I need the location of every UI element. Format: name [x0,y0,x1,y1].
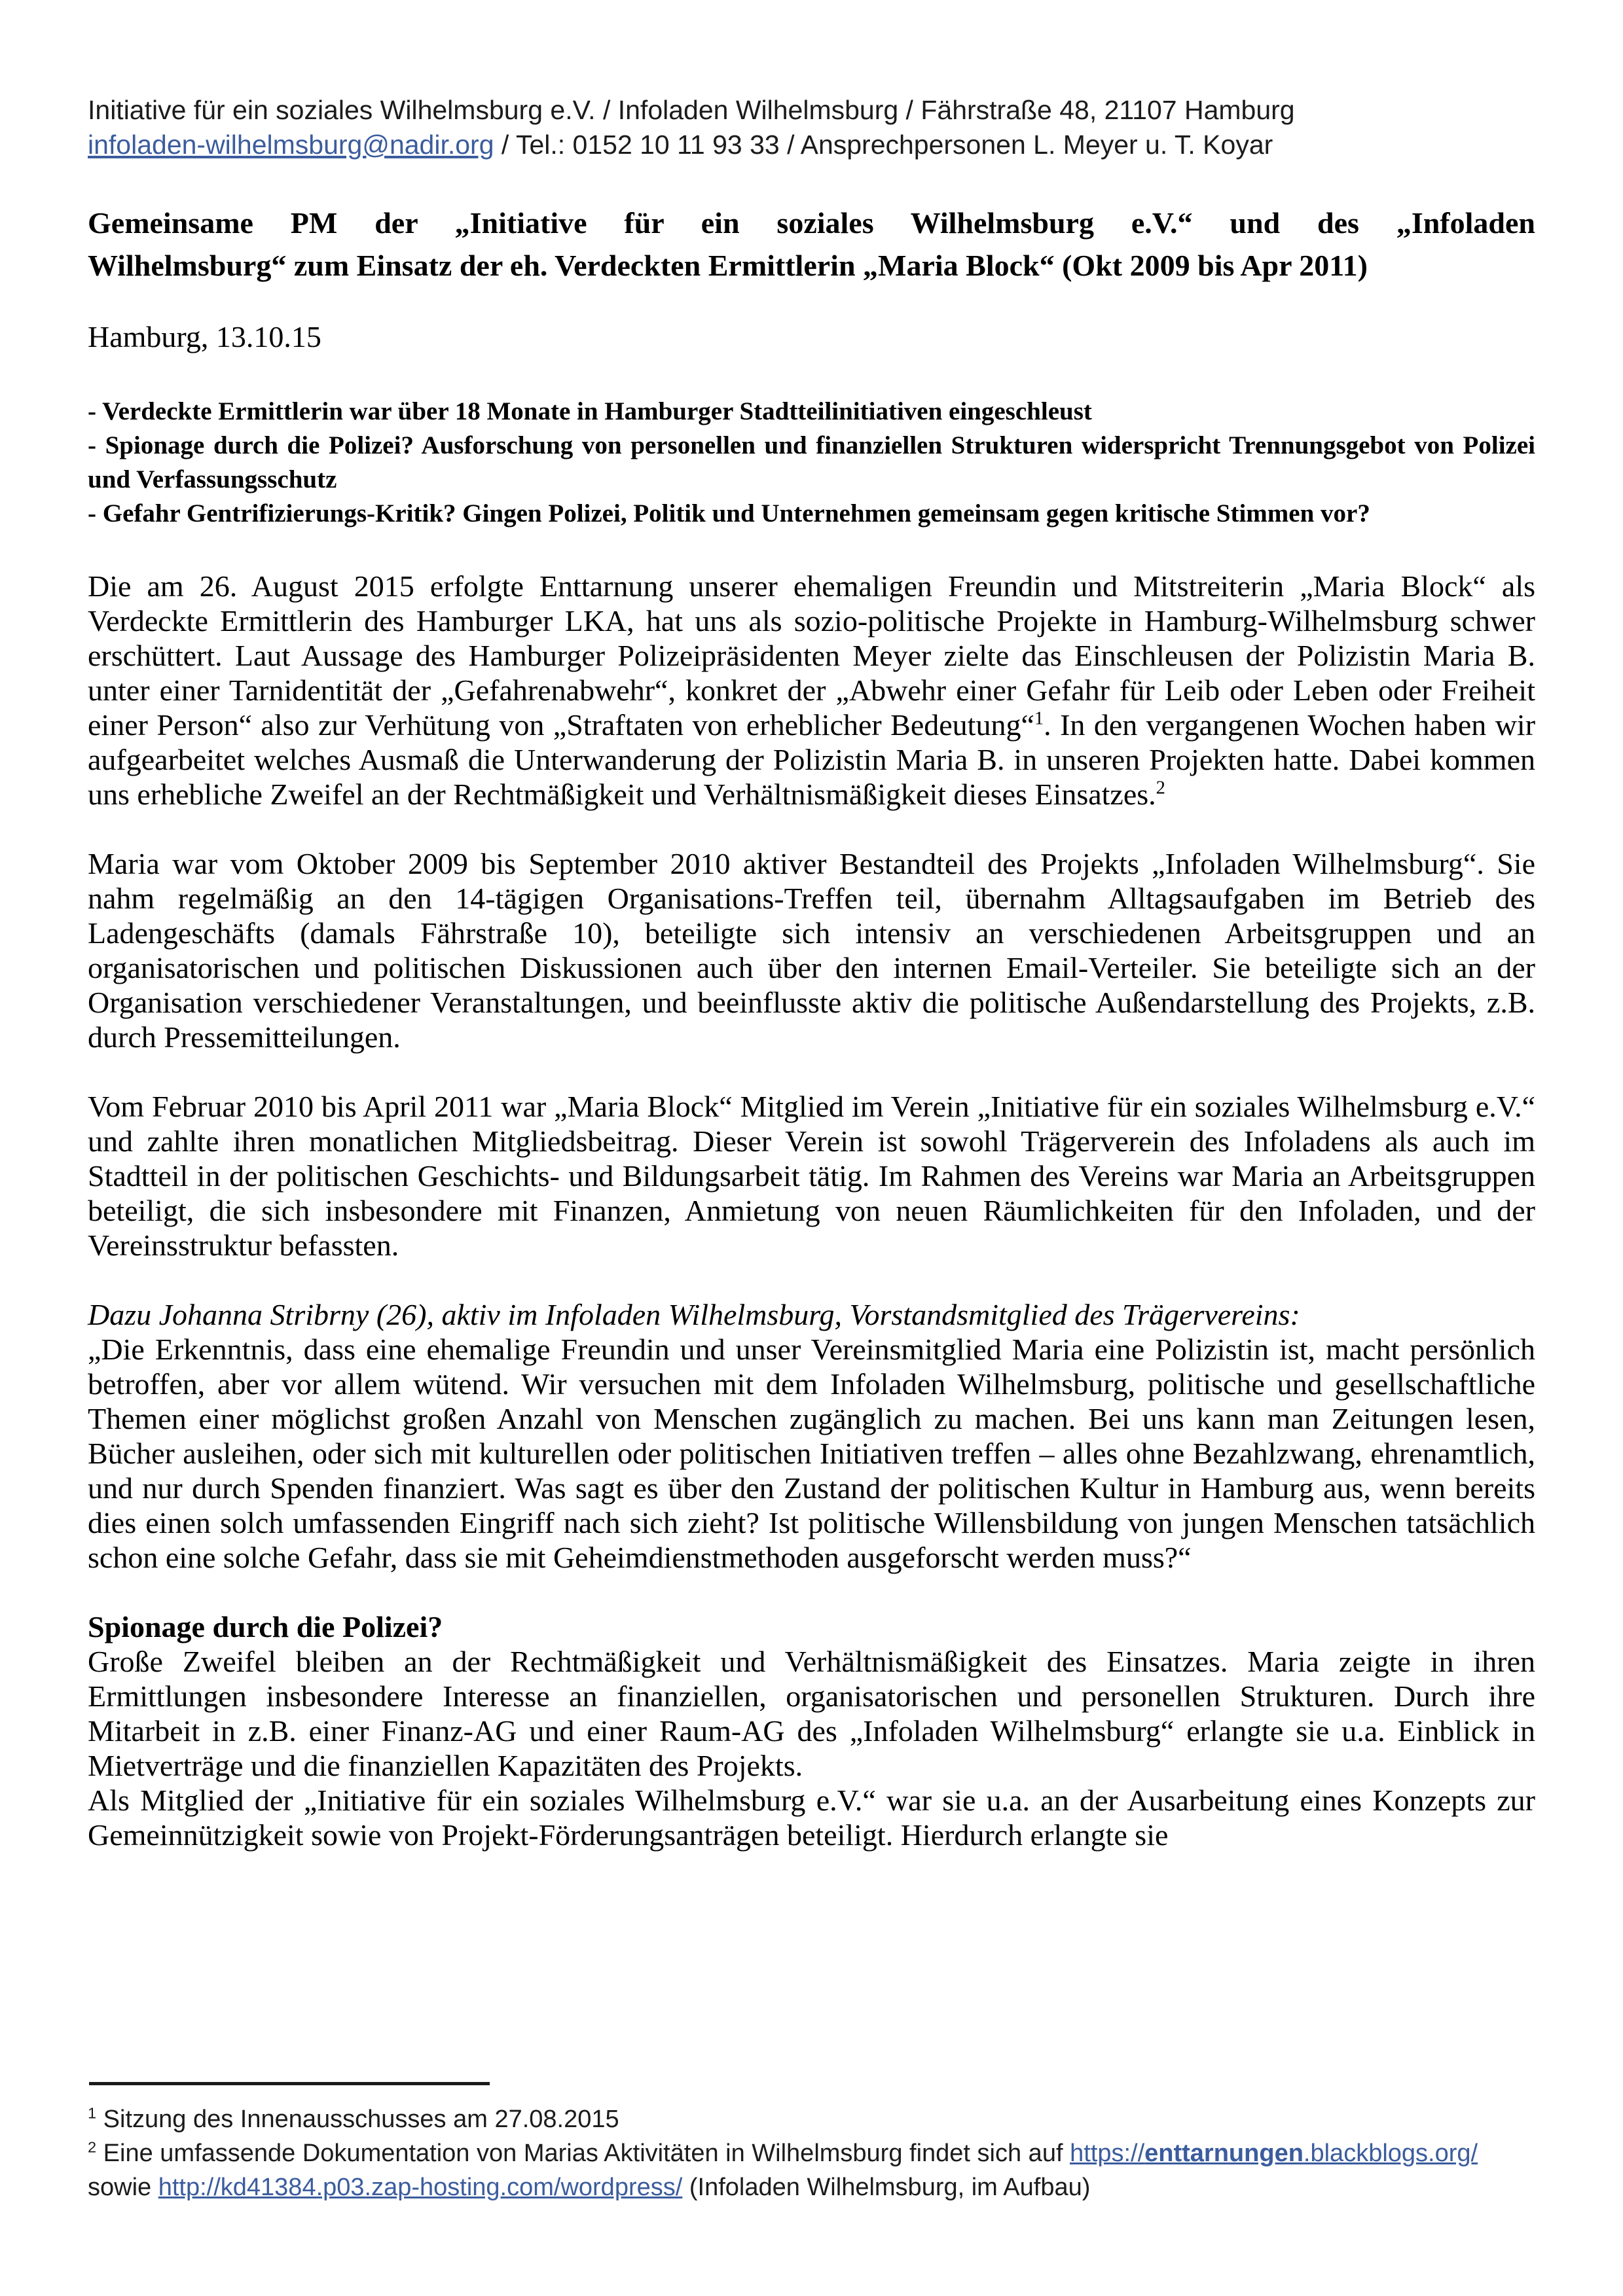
bullet-item: - Gefahr Gentrifizierungs-Kritik? Gingen Polizei, Politik und Unternehmen gemeinsam gegen kritische Stimmen vor? [88,499,1370,528]
link-text-bold: enttarnungen [1144,2140,1304,2167]
footnote-2-text: (Infoladen Wilhelmsburg, im Aufbau) [682,2174,1091,2201]
page-title [88,202,1535,287]
email-link[interactable]: infoladen-wilhelmsburg@nadir.org [88,130,494,160]
footnote-2-marker: 2 [88,2138,97,2156]
paragraph-text: Die am 26. August 2015 erfolgte Enttarnung unserer ehemaligen Freundin und Mitstreiterin „Maria Block“ als Verdeckte Ermittlerin des Hamburger LKA, hat uns als sozio-politische Projekte in Hamburg-Wilhelmsburg schwer erschüttert. Laut Aussage des Hamburger Polizeipräsidenten Meyer zielte das Einschleusen der Polizistin Maria B. unter einer Tarnidentität der „Gefahrenabwehr“, konkret der „Abwehr einer Gefahr für Leib oder Leben oder Freiheit einer Person“ also zur Verhütung von „Straftaten von erheblicher Bedeutung“ [88,569,1535,742]
paragraph-zweifel: Große Zweifel bleiben an der Rechtmäßigkeit und Verhältnismäßigkeit des Einsatzes. Maria zeigte in ihren Ermittlungen insbesondere Interesse an finanziellen, organisatorischen und personellen Strukturen. Durch ihre Mitarbeit in z.B. einer Finanz-AG und einer Raum-AG des „Infoladen Wilhelmsburg“ erlangte sie u.a. Einblick in Mietverträge und die finanziellen Kapazitäten des Projekts. [88,1645,1535,1782]
link-text: https:// [1070,2140,1145,2167]
bullet-item: - Verdeckte Ermittlerin war über 18 Monate in Hamburger Stadtteilinitiativen eingeschleust [88,397,1092,425]
footnote-2 [88,2136,1535,2204]
footnote-divider [89,2082,490,2085]
letterhead-line1 [88,93,1535,128]
enttarnungen-blog-link[interactable] [1070,2140,1478,2167]
letterhead-contact-text: / Tel.: 0152 10 11 93 33 / Ansprechpersonen L. Meyer u. T. Koyar [494,130,1273,160]
dateline: Hamburg, 13.10.15 [88,320,321,353]
quote-attribution: Dazu Johanna Stribrny (26), aktiv im Infoladen Wilhelmsburg, Vorstandsmitglied des Trägervereins: [88,1298,1300,1331]
page-title-line1: Gemeinsame PM der „Initiative für ein soziales Wilhelmsburg e.V.“ und des „Infoladen [88,206,1535,240]
paragraph-text: . In den vergangenen Wochen haben wir aufgearbeitet welches Ausmaß die Unterwanderung der Polizistin Maria B. in unseren Projekten hatte. Dabei kommen uns erhebliche Zweifel an der Rechtmäßigkeit und Verhältnismäßigkeit dieses Einsatzes. [88,708,1536,811]
page-title-line2: Wilhelmsburg“ zum Einsatz der eh. Verdeckten Ermittlerin „Maria Block“ (Okt 2009 bis Apr 2011) [88,249,1368,282]
footnote-1-marker: 1 [88,2104,97,2122]
paragraph-enttarnung [88,569,1535,812]
paragraph-mitglied: Als Mitglied der „Initiative für ein soziales Wilhelmsburg e.V.“ war sie u.a. an der Ausarbeitung eines Konzepts zur Gemeinnützigkeit sowie von Projekt-Förderungsanträgen beteiligt. Hierdurch erlangte sie [88,1784,1535,1852]
paragraph-verein: Vom Februar 2010 bis April 2011 war „Maria Block“ Mitglied im Verein „Initiative für ein soziales Wilhelmsburg e.V.“ und zahlte ihren monatlichen Mitgliedsbeitrag. Dieser Verein ist sowohl Trägerverein des Infoladens als auch im Stadtteil in der politischen Geschichts- und Bildungsarbeit tätig. Im Rahmen des Vereins war Maria an Arbeitsgruppen beteiligt, die sich insbesondere mit Finanzen, Anmietung von neuen Räumlichkeiten für den Infoladen, und der Vereinsstruktur befassten. [88,1090,1535,1262]
quote-text: „Die Erkenntnis, dass eine ehemalige Freundin und unser Vereinsmitglied Maria eine Polizistin ist, macht persönlich betroffen, aber vor allem wütend. Wir versuchen mit dem Infoladen Wilhelmsburg, politische und gesellschaftliche Themen einer möglichst großen Anzahl von Menschen zugänglich zu machen. Bei uns kann man Zeitungen lesen, Bücher ausleihen, oder sich mit kulturellen oder politischen Initiativen treffen – alles ohne Bezahlzwang, ehrenamtlich, und nur durch Spenden finanziert. Was sagt es über den Zustand der politischen Kultur in Hamburg aus, wenn bereits dies einen solch umfassenden Eingriff nach sich zieht? Ist politische Willensbildung von jungen Menschen tatsächlich schon eine solche Gefahr, dass sie mit Geheimdienstmethoden ausgeforscht werden muss?“ [88,1333,1535,1574]
footnote-1-text: Sitzung des Innenausschusses am 27.08.2015 [96,2106,619,2133]
bullet-item: - Spionage durch die Polizei? Ausforschung von personellen und finanziellen Strukturen widerspricht Trennungsgebot von Polizei und Verfassungsschutz [88,431,1535,493]
letterhead [88,93,1535,162]
footnote-1 [88,2102,1535,2136]
letterhead-line2 [88,128,1535,162]
link-text: .blackblogs.org/ [1303,2140,1478,2167]
footnote-ref-2[interactable]: 2 [1156,778,1165,798]
section-heading-spionage: Spionage durch die Polizei? [88,1610,443,1643]
footnote-2-text: Eine umfassende Dokumentation von Marias Aktivitäten in Wilhelmsburg findet sich auf [96,2140,1070,2167]
footnote-ref-1[interactable]: 1 [1034,708,1044,729]
summary-bullets [88,395,1535,531]
footnote-2-text: sowie [88,2174,158,2201]
letterhead-address-text: Initiative für ein soziales Wilhelmsburg e.V. / Infoladen Wilhelmsburg / Fährstraße 48, 21107 Hamburg [88,95,1295,125]
paragraph-infoladen: Maria war vom Oktober 2009 bis September 2010 aktiver Bestandteil des Projekts „Infoladen Wilhelmsburg“. Sie nahm regelmäßig an den 14-tägigen Organisations-Treffen teil, übernahm Alltagsaufgaben im Betrieb des Ladengeschäfts (damals Fährstraße 10), beteiligte sich intensiv an verschiedenen Arbeitsgruppen und an organisatorischen und politischen Diskussionen auch über den internen Email-Verteiler. Sie beteiligte sich an der Organisation verschiedener Veranstaltungen, und beeinflusste aktiv die politische Außendarstellung des Projekts, z.B. durch Pressemitteilungen. [88,847,1535,1054]
footnotes-section [88,2082,1535,2204]
wordpress-link[interactable]: http://kd41384.p03.zap-hosting.com/wordpress/ [158,2174,683,2201]
